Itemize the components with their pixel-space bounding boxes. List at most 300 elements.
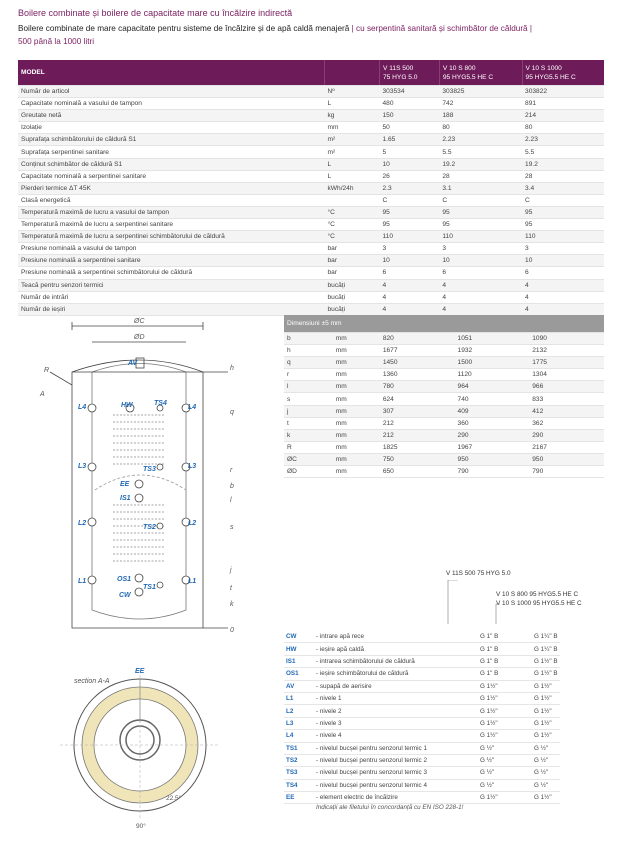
legend-thread-a: G ½": [478, 754, 532, 766]
spec-value: 3: [439, 243, 522, 255]
legend-desc: - element electric de încălzire: [314, 792, 478, 804]
legend-thread-a: G 1½": [478, 692, 532, 704]
dims-value: 360: [455, 417, 530, 429]
legend-row: [284, 754, 560, 766]
spec-label: Temperatură maximă de lucru a serpentinei schimbătorului de căldură: [18, 231, 325, 243]
label-l3-left: L3: [78, 463, 87, 470]
label-angle-90: 90°: [136, 823, 146, 830]
spec-value: 26: [380, 170, 440, 182]
spec-label: Presiune nominală a serpentinei sanitare: [18, 255, 325, 267]
legend-code: CW: [284, 631, 314, 643]
spec-value: 19.2: [439, 158, 522, 170]
spec-unit: bucăți: [325, 291, 380, 303]
spec-unit: bar: [325, 255, 380, 267]
spec-value: C: [380, 194, 440, 206]
spec-row: [18, 182, 604, 194]
dims-title: Dimensiuni ±5 mm: [284, 315, 604, 333]
spec-value: 95: [439, 219, 522, 231]
spec-row: [18, 170, 604, 182]
dims-unit: mm: [333, 466, 380, 478]
legend-thread-b: G ½": [532, 742, 560, 754]
legend-desc: - intrarea schimbătorului de căldură: [314, 655, 478, 667]
spec-value: 110: [439, 231, 522, 243]
legend-code: TS4: [284, 779, 314, 791]
dims-value: 1304: [529, 369, 604, 381]
legend-code: L2: [284, 705, 314, 717]
spec-value: 303822: [522, 86, 604, 98]
label-l2-right: L2: [188, 520, 197, 527]
legend-header-a: V 11S 500 75 HYG 5.0: [446, 570, 511, 577]
spec-label: Număr de articol: [18, 86, 325, 98]
legend-row: [284, 742, 560, 754]
legend-row: [284, 767, 560, 779]
label-l1-right: L1: [188, 578, 197, 585]
spec-value: 110: [522, 231, 604, 243]
spec-value: 95: [380, 206, 440, 218]
label-ee: EE: [120, 481, 130, 488]
dims-header-row: [284, 315, 604, 333]
legend-row: [284, 792, 560, 804]
spec-unit: [325, 194, 380, 206]
dims-key: ØC: [284, 453, 333, 465]
spec-unit: Nº: [325, 86, 380, 98]
dims-unit: mm: [333, 369, 380, 381]
label-a-left: A: [40, 391, 45, 398]
label-l4-right: L4: [188, 404, 197, 411]
thread-note: Indicații ale filetului în concordanță cu EN ISO 228-1!: [316, 804, 464, 811]
legend-desc: - supapă de aerisire: [314, 680, 478, 692]
spec-row: [18, 134, 604, 146]
spec-unit: bar: [325, 243, 380, 255]
col-unit: [325, 60, 380, 86]
legend-thread-a: G 1" B: [478, 643, 532, 655]
spec-label: Presiune nominală a serpentinei schimbătorului de căldură: [18, 267, 325, 279]
dims-value: 2132: [529, 345, 604, 357]
dims-value: 1825: [380, 441, 455, 453]
spec-value: 2.3: [380, 182, 440, 194]
legend-thread-b: G 1½": [532, 792, 560, 804]
legend-code: AV: [284, 680, 314, 692]
spec-header-row: [18, 60, 604, 86]
spec-row: [18, 219, 604, 231]
legend-thread-b: G 1½": [532, 717, 560, 729]
spec-value: 80: [439, 122, 522, 134]
spec-unit: L: [325, 158, 380, 170]
dims-row: [284, 381, 604, 393]
dims-unit: mm: [333, 441, 380, 453]
dims-value: 1120: [455, 369, 530, 381]
spec-value: 10: [380, 255, 440, 267]
dims-value: 650: [380, 466, 455, 478]
dims-row: [284, 453, 604, 465]
legend-thread-a: G ½": [478, 767, 532, 779]
spec-value: 2.23: [439, 134, 522, 146]
legend-desc: - nivelul bucșei pentru senzorul termic 1: [314, 742, 478, 754]
spec-value: C: [439, 194, 522, 206]
spec-unit: °C: [325, 219, 380, 231]
legend-desc: - nivelul bucșei pentru senzorul termic 3: [314, 767, 478, 779]
legend-code: HW: [284, 643, 314, 655]
dims-value: 740: [455, 393, 530, 405]
legend-row: [284, 705, 560, 717]
legend-code: IS1: [284, 655, 314, 667]
spec-unit: kWh/24h: [325, 182, 380, 194]
legend-desc: - nivele 1: [314, 692, 478, 704]
page-subtitle: [18, 24, 532, 33]
dims-key: t: [284, 417, 333, 429]
legend-code: L4: [284, 730, 314, 742]
col-model-label: V 10 S 800 95 HYG5.5 HE C: [442, 64, 494, 81]
spec-label: Conținut schimbător de căldură S1: [18, 158, 325, 170]
spec-value: 5.5: [439, 146, 522, 158]
spec-unit: bucăți: [325, 303, 380, 315]
spec-label: Număr de ieșiri: [18, 303, 325, 315]
dims-value: 950: [529, 453, 604, 465]
dims-key: b: [284, 333, 333, 345]
dims-row: [284, 405, 604, 417]
label-r-dim: r: [230, 467, 233, 474]
spec-value: 214: [522, 110, 604, 122]
legend-thread-a: G 1½": [478, 717, 532, 729]
spec-value: 303825: [439, 86, 522, 98]
col-model-0: [380, 60, 440, 86]
spec-label: Pierderi termice ΔT 45K: [18, 182, 325, 194]
spec-value: 80: [522, 122, 604, 134]
subtitle-end: |: [529, 24, 533, 33]
legend-row: [284, 643, 560, 655]
legend-code: L1: [284, 692, 314, 704]
spec-label: Număr de intrări: [18, 291, 325, 303]
spec-value: 742: [439, 98, 522, 110]
spec-value: 4: [439, 303, 522, 315]
dims-value: 1450: [380, 357, 455, 369]
dims-row: [284, 393, 604, 405]
label-od: ØD: [134, 334, 145, 341]
label-l4-left: L4: [78, 404, 87, 411]
spec-row: [18, 267, 604, 279]
dims-unit: mm: [333, 345, 380, 357]
dims-value: 290: [455, 429, 530, 441]
dims-value: 780: [380, 381, 455, 393]
spec-unit: bar: [325, 267, 380, 279]
label-l1-left: L1: [78, 578, 87, 585]
legend-code: OS1: [284, 668, 314, 680]
spec-value: 4: [380, 291, 440, 303]
dims-value: 750: [380, 453, 455, 465]
label-h: h: [230, 365, 234, 372]
spec-row: [18, 110, 604, 122]
page-title: Boilere combinate și boilere de capacitate mare cu încălzire indirectă: [18, 8, 293, 18]
legend-row: [284, 779, 560, 791]
spec-unit: L: [325, 98, 380, 110]
legend-code: TS2: [284, 754, 314, 766]
dims-value: 1932: [455, 345, 530, 357]
label-q: q: [230, 409, 234, 416]
dims-value: 412: [529, 405, 604, 417]
label-j: j: [230, 567, 232, 574]
spec-value: 3.4: [522, 182, 604, 194]
spec-label: Temperatură maximă de lucru a vasului de tampon: [18, 206, 325, 218]
spec-unit: °C: [325, 206, 380, 218]
connections-legend: [284, 631, 560, 804]
label-ee-section: EE: [135, 668, 145, 675]
legend-thread-a: G ½": [478, 779, 532, 791]
legend-code: EE: [284, 792, 314, 804]
dims-unit: mm: [333, 405, 380, 417]
legend-thread-b: G 1½": [532, 692, 560, 704]
label-s: s: [230, 524, 234, 531]
dims-value: 1775: [529, 357, 604, 369]
label-r: R: [44, 367, 50, 374]
spec-label: Izolație: [18, 122, 325, 134]
legend-thread-b: G 1¼" B: [532, 643, 560, 655]
spec-value: 4: [522, 303, 604, 315]
label-cw: CW: [119, 592, 131, 599]
legend-header-b1: V 10 S 800 95 HYG5.5 HE C: [496, 591, 579, 598]
legend-code: L3: [284, 717, 314, 729]
dims-value: 212: [380, 429, 455, 441]
dims-key: ØD: [284, 466, 333, 478]
spec-value: 6: [439, 267, 522, 279]
dims-value: 820: [380, 333, 455, 345]
label-t: t: [230, 585, 232, 592]
spec-value: 95: [522, 219, 604, 231]
label-is1: IS1: [120, 495, 131, 502]
spec-value: 10: [522, 255, 604, 267]
legend-thread-a: G ½": [478, 742, 532, 754]
legend-desc: - ieșire schimbătorului de căldură: [314, 668, 478, 680]
dims-value: 1051: [455, 333, 530, 345]
legend-desc: - nivelul bucșei pentru senzorul termic 4: [314, 779, 478, 791]
spec-row: [18, 206, 604, 218]
spec-label: Clasă energetică: [18, 194, 325, 206]
spec-label: Suprafața schimbătorului de căldură S1: [18, 134, 325, 146]
legend-thread-b: G 1½": [532, 705, 560, 717]
dimensions-table: [284, 315, 604, 478]
legend-thread-a: G 1" B: [478, 655, 532, 667]
label-l3-right: L3: [188, 463, 197, 470]
label-b: b: [230, 483, 234, 490]
dims-value: 290: [529, 429, 604, 441]
spec-row: [18, 122, 604, 134]
boiler-drawing: [0, 310, 284, 844]
spec-value: 28: [522, 170, 604, 182]
section-view: [60, 670, 220, 830]
label-zero: 0: [230, 627, 234, 634]
spec-value: 4: [439, 291, 522, 303]
spec-value: 3: [380, 243, 440, 255]
dims-value: 950: [455, 453, 530, 465]
dims-value: 624: [380, 393, 455, 405]
legend-desc: - nivelul bucșei pentru senzorul termic 2: [314, 754, 478, 766]
spec-row: [18, 279, 604, 291]
spec-value: 1.65: [380, 134, 440, 146]
spec-value: 95: [439, 206, 522, 218]
legend-thread-b: G ½": [532, 754, 560, 766]
dims-key: k: [284, 429, 333, 441]
label-k: k: [230, 601, 234, 608]
legend-code: TS3: [284, 767, 314, 779]
spec-value: 4: [439, 279, 522, 291]
spec-unit: kg: [325, 110, 380, 122]
spec-row: [18, 255, 604, 267]
dims-value: 2167: [529, 441, 604, 453]
dims-row: [284, 417, 604, 429]
label-l: l: [230, 497, 232, 504]
legend-thread-b: G ½": [532, 779, 560, 791]
spec-row: [18, 291, 604, 303]
spec-value: 5: [380, 146, 440, 158]
dims-value: 964: [455, 381, 530, 393]
dims-value: 212: [380, 417, 455, 429]
spec-unit: L: [325, 170, 380, 182]
spec-value: 2.23: [522, 134, 604, 146]
legend-row: [284, 730, 560, 742]
dims-unit: mm: [333, 429, 380, 441]
label-section: section A-A: [74, 678, 110, 685]
dims-key: q: [284, 357, 333, 369]
spec-label: Temperatură maximă de lucru a serpentinei sanitare: [18, 219, 325, 231]
legend-thread-a: G 1½": [478, 792, 532, 804]
legend-thread-a: G 1½": [478, 680, 532, 692]
legend-thread-b: G 1¼" B: [532, 631, 560, 643]
dims-key: R: [284, 441, 333, 453]
spec-label: Capacitate nominală a vasului de tampon: [18, 98, 325, 110]
spec-unit: bucăți: [325, 279, 380, 291]
legend-row: [284, 680, 560, 692]
spec-value: 891: [522, 98, 604, 110]
spec-value: 110: [380, 231, 440, 243]
legend-desc: - nivele 3: [314, 717, 478, 729]
spec-value: 4: [522, 279, 604, 291]
legend-thread-b: G 1½": [532, 730, 560, 742]
spec-value: 3.1: [439, 182, 522, 194]
legend-connector-lines: [440, 580, 500, 630]
subtitle-accent: cu serpentină sanitară și schimbător de căldură: [356, 24, 528, 33]
spec-unit: °C: [325, 231, 380, 243]
spec-row: [18, 146, 604, 158]
dims-value: 833: [529, 393, 604, 405]
legend-code: TS1: [284, 742, 314, 754]
label-l2-left: L2: [78, 520, 87, 527]
label-ts1: TS1: [143, 584, 156, 591]
spec-row: [18, 86, 604, 98]
col-model-1: [439, 60, 522, 86]
spec-value: 4: [522, 291, 604, 303]
spec-row: [18, 158, 604, 170]
dims-key: r: [284, 369, 333, 381]
spec-value: 28: [439, 170, 522, 182]
dims-unit: mm: [333, 417, 380, 429]
dims-unit: mm: [333, 333, 380, 345]
spec-row: [18, 243, 604, 255]
legend-header-b2: V 10 S 1000 95 HYG5.5 HE C: [496, 600, 582, 607]
subtitle-sep: |: [351, 24, 354, 33]
label-os1: OS1: [117, 576, 132, 583]
spec-value: C: [522, 194, 604, 206]
dims-row: [284, 333, 604, 345]
dims-value: 1090: [529, 333, 604, 345]
legend-row: [284, 631, 560, 643]
spec-unit: m²: [325, 134, 380, 146]
spec-value: 3: [522, 243, 604, 255]
spec-unit: mm: [325, 122, 380, 134]
legend-thread-b: G 1½" B: [532, 655, 560, 667]
label-ts2: TS2: [143, 524, 156, 531]
spec-value: 6: [522, 267, 604, 279]
legend-thread-b: G 1½" B: [532, 668, 560, 680]
dims-unit: mm: [333, 357, 380, 369]
dims-value: 362: [529, 417, 604, 429]
dims-row: [284, 357, 604, 369]
spec-label: Capacitate nominală a serpentinei sanitare: [18, 170, 325, 182]
dims-key: s: [284, 393, 333, 405]
col-model-label: V 10 S 1000 95 HYG5.5 HE C: [525, 64, 576, 81]
col-model-label: V 11S 500 75 HYG 5.0: [383, 64, 418, 81]
dims-unit: mm: [333, 381, 380, 393]
spec-value: 4: [380, 279, 440, 291]
dims-value: 1967: [455, 441, 530, 453]
dims-value: 790: [455, 466, 530, 478]
dims-row: [284, 429, 604, 441]
legend-thread-a: G 1" B: [478, 631, 532, 643]
spec-row: [18, 231, 604, 243]
legend-row: [284, 655, 560, 667]
dims-value: 1500: [455, 357, 530, 369]
spec-value: 95: [380, 219, 440, 231]
capacity-range: 500 până la 1000 litri: [18, 37, 95, 46]
subtitle-main: Boilere combinate de mare capacitate pentru sisteme de încălzire și de apă caldă menajeră: [18, 24, 350, 33]
spec-value: 19.2: [522, 158, 604, 170]
spec-label: Greutate netă: [18, 110, 325, 122]
spec-value: 10: [439, 255, 522, 267]
label-hw: HW: [121, 402, 133, 409]
spec-value: 188: [439, 110, 522, 122]
legend-row: [284, 692, 560, 704]
legend-thread-b: G ½": [532, 767, 560, 779]
dims-key: l: [284, 381, 333, 393]
legend-row: [284, 668, 560, 680]
dims-row: [284, 441, 604, 453]
legend-desc: - nivele 2: [314, 705, 478, 717]
dims-value: 1360: [380, 369, 455, 381]
spec-value: 5.5: [522, 146, 604, 158]
dims-value: 409: [455, 405, 530, 417]
label-av: AV: [128, 360, 138, 367]
dims-unit: mm: [333, 453, 380, 465]
dims-unit: mm: [333, 393, 380, 405]
label-angle-22: 22.5°: [166, 795, 182, 802]
legend-thread-b: G 1½": [532, 680, 560, 692]
col-model-2: [522, 60, 604, 86]
spec-value: 480: [380, 98, 440, 110]
legend-desc: - ieșire apă caldă: [314, 643, 478, 655]
label-oc: ØC: [134, 318, 145, 325]
spec-value: 150: [380, 110, 440, 122]
spec-value: 6: [380, 267, 440, 279]
label-ts3: TS3: [143, 466, 156, 473]
legend-desc: - nivele 4: [314, 730, 478, 742]
spec-row: [18, 194, 604, 206]
legend-desc: - intrare apă rece: [314, 631, 478, 643]
spec-value: 10: [380, 158, 440, 170]
label-ts4: TS4: [154, 400, 167, 407]
dims-row: [284, 369, 604, 381]
legend-thread-a: G 1½": [478, 730, 532, 742]
spec-value: 95: [522, 206, 604, 218]
dims-value: 966: [529, 381, 604, 393]
spec-table: [18, 60, 604, 316]
